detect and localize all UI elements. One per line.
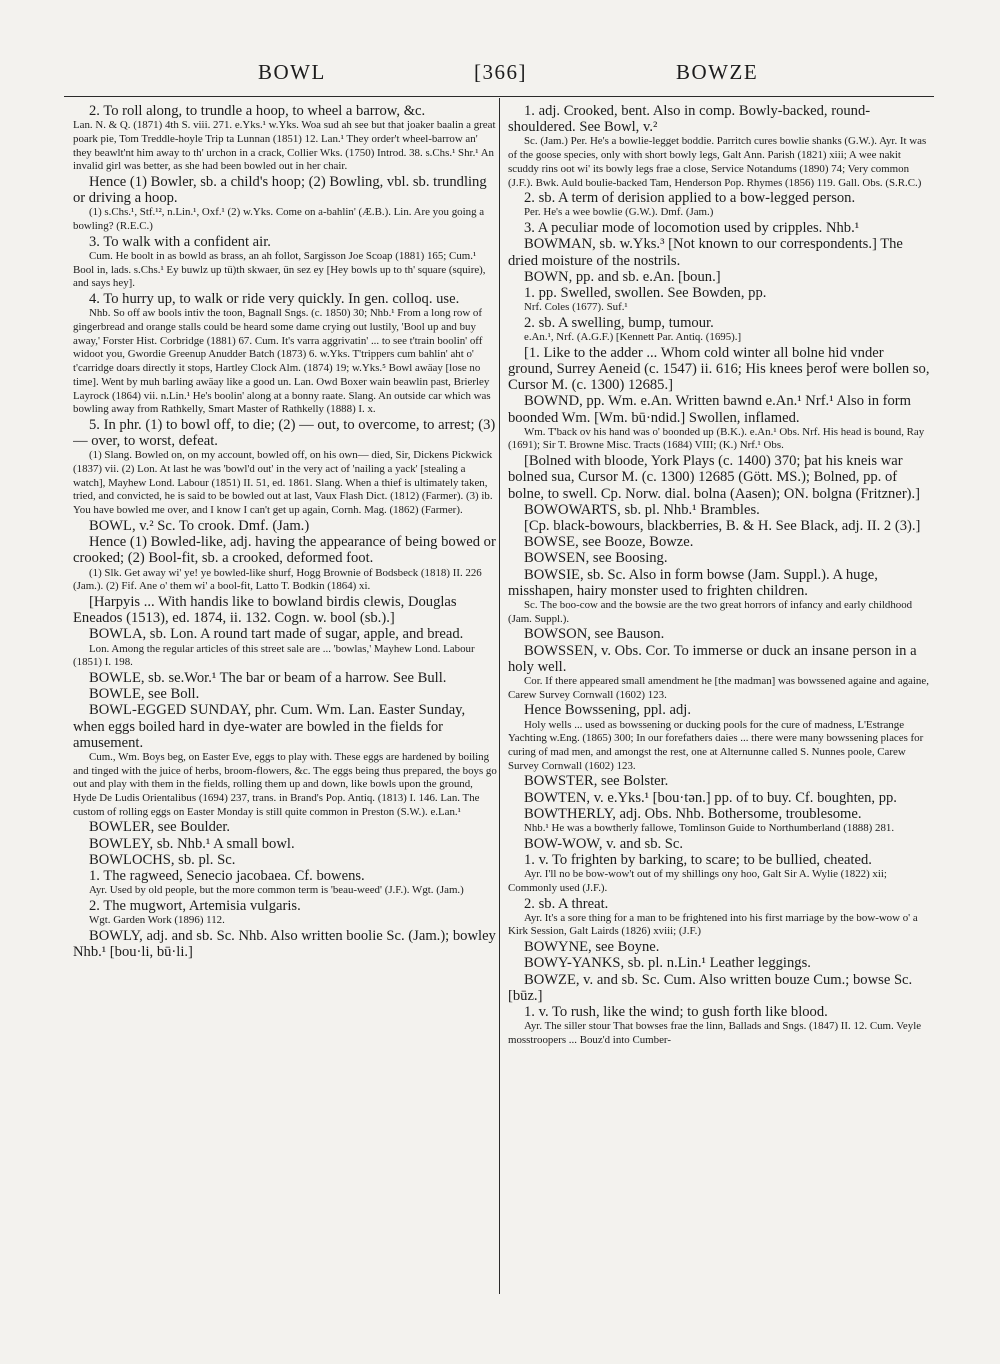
definition-paragraph: 2. To roll along, to trundle a hoop, to wheel a barrow, &c. bbox=[89, 103, 426, 119]
definition-paragraph: 1. v. To frighten by barking, to scare; to be bullied, cheated. bbox=[524, 851, 872, 868]
citation-paragraph: Wm. T'back ov his hand was o' boonded up (B.K.). e.An.¹ Obs. Nrf. His head is bound, Ray (1691); Sir T. Browne Misc. Tracts (1684) VIII; (K.) Nrf.¹ Obs. bbox=[508, 425, 925, 452]
citation-paragraph: Ayr. The siller stour That bowses frae the linn, Ballads and Sngs. (1847) II. 12. Cum. Veyle mosstroopers ... Bouz'd into Cumber- bbox=[508, 1020, 922, 1046]
definition-paragraph: BOWL, v.² Sc. To crook. Dmf. (Jam.) bbox=[89, 517, 310, 534]
definition-paragraph: BOWZE, v. and sb. Sc. Cum. Also written bouze Cum.; bowse Sc. [būz.] bbox=[508, 971, 913, 1004]
definition-paragraph: 1. v. To rush, like the wind; to gush forth like blood. bbox=[524, 1003, 828, 1020]
definition-paragraph: BOWSIE, sb. Sc. Also in form bowse (Jam. Suppl.). A huge, misshapen, hairy monster used to frighten children. bbox=[508, 566, 878, 599]
definition-paragraph: BOWMAN, sb. w.Yks.³ [Not known to our correspondents.] The dried moisture of the nostrils. bbox=[508, 236, 903, 269]
citation-paragraph: Ayr. It's a sore thing for a man to be frightened into his first marriage by the bow-wow o' a Kirk Session, Galt Lairds (1826) xviii; (J.F.) bbox=[508, 911, 918, 938]
definition-paragraph: 2. The mugwort, Artemisia vulgaris. bbox=[89, 897, 301, 914]
citation-paragraph: Holy wells ... used as bowssening or ducking pools for the cure of madness, L'Estrange Yachting w.Eng. (1865) 300; In our forefathers daies ... there were many bowssening places for curing of mad men, and amongst the rest, one at Alternunne called S. Nunnes poole, Carew Survey Cornwall (1602) 123. bbox=[508, 718, 924, 772]
left-column bbox=[73, 103, 497, 1295]
definition-paragraph: 1. The ragweed, Senecio jacobaea. Cf. bowens. bbox=[89, 868, 365, 885]
header-rule bbox=[64, 96, 934, 97]
definition-paragraph: BOWY-YANKS, sb. pl. n.Lin.¹ Leather leggings. bbox=[524, 955, 811, 972]
definition-paragraph: 3. A peculiar mode of locomotion used by cripples. Nhb.¹ bbox=[524, 220, 860, 237]
citation-paragraph: Lon. Among the regular articles of this street sale are ... 'bowlas,' Mayhew Lond. Labour (1851) I. 198. bbox=[73, 642, 475, 669]
definition-paragraph: 1. pp. Swelled, swollen. See Bowden, pp. bbox=[524, 284, 767, 301]
citation-paragraph: Cum., Wm. Boys beg, on Easter Eve, eggs to play with. These eggs are hardened by boiling and tinged with the juice of herbs, broom-flowers, &c. The eggs being thus prepared, the boys go out and play with them in the fields, rolling them up and down, like bowls upon the ground, Hyde De Ludis Orientalibus (1694) 237, trans. in Brand's Pop. Antiq. (1813) I. 146. Lan. The custom of rolling eggs on Easter Monday is still quite common in Preston (S.W.). e.Lan.¹ bbox=[73, 750, 497, 818]
definition-paragraph: [Bolned with bloode, York Plays (c. 1400) 370; þat his kneis war bolned sua, Cursor M. (c. 1300) 12685 (Gött. MS.); Bolned, pp. of bolne, to swell. Cp. Norw. dial. bolna (Aasen); ON. bolgna (Fritzner).] bbox=[508, 453, 921, 502]
page-number: [366] bbox=[474, 60, 527, 84]
citation-paragraph: Per. He's a wee bowlie (G.W.). Dmf. (Jam.) bbox=[524, 206, 714, 219]
definition-paragraph: BOWTEN, v. e.Yks.¹ [bou·tən.] pp. of to buy. Cf. boughten, pp. bbox=[524, 789, 897, 806]
citation-paragraph: Lan. N. & Q. (1871) 4th S. viii. 271. e.Yks.¹ w.Yks. Woa sud ah see but that joaker baalin a great poark pie, Tom Treddle-hoyle Trip ta Lunnan (1851) 12. Lan.¹ They order't wheel-barrow an' they beawlt'nt him away to th' urchon in a crack, Collier Wks. (1750) Introd. 38. s.Chs.¹ Shr.¹ An invalid girl was better, as she had been bowled out in her chair. bbox=[73, 119, 496, 173]
definition-paragraph: BOWLE, sb. se.Wor.¹ The bar or beam of a harrow. See Bull. bbox=[89, 669, 447, 686]
citation-paragraph: (1) Slk. Get away wi' ye! ye bowled-like shurf, Hogg Brownie of Bodsbeck (1818) II. 226 (Jam.). (2) Fif. Ane o' them wi' a bool-fit, Latto T. Bodkin (1864) xi. bbox=[73, 566, 482, 593]
definition-paragraph: [Cp. black-bowours, blackberries, B. & H. See Black, adj. II. 2 (3).] bbox=[524, 517, 921, 534]
definition-paragraph: BOWSON, see Bauson. bbox=[524, 626, 665, 643]
definition-paragraph: BOWL-EGGED SUNDAY, phr. Cum. Wm. Lan. Easter Sunday, when eggs boiled hard in dye-water are bowled in the fields for amusement. bbox=[73, 702, 466, 751]
definition-paragraph: BOWLEY, sb. Nhb.¹ A small bowl. bbox=[89, 835, 295, 852]
definition-paragraph: BOWYNE, see Boyne. bbox=[524, 939, 660, 956]
citation-paragraph: Cum. He boolt in as bowld as brass, an ah follot, Sargisson Joe Scoap (1881) 165; Cum.¹ Bool in, lads. s.Chs.¹ Ey buwlz up tü)th skwaer, ün sez ey [Hey bowls up to th' square (squire), and says hey]. bbox=[73, 250, 486, 290]
definition-paragraph: 2. sb. A swelling, bump, tumour. bbox=[524, 314, 714, 331]
definition-paragraph: 2. sb. A term of derision applied to a bow-legged person. bbox=[524, 190, 856, 207]
citation-paragraph: (1) Slang. Bowled on, on my account, bowled off, on his own— died, Sir, Dickens Pickwick (1837) vii. (2) Lon. At last he was 'bowl'd out' in the very act of 'nailing a yack' [stealing a watch], Mayhew Lond. Labour (1851) II. 51, ed. 1861. Slang. When a thief is ultimately taken, tried, and convicted, he is said to be bowled out at last, Vaux Flash Dict. (1812) (Farmer). (3) ib. You have bowled me over, and I know I can't get up again, Cornh. Mag. (1862) (Farmer). bbox=[73, 449, 493, 517]
definition-paragraph: [Harpyis ... With handis like to bowland birdis clewis, Douglas Eneados (1513), ed. 1874, ii. 132. Cogn. w. bool (sb.).] bbox=[73, 593, 457, 627]
definition-paragraph: 2. sb. A threat. bbox=[524, 895, 609, 912]
running-head-left: BOWL bbox=[258, 60, 326, 84]
definition-paragraph: Hence (1) Bowled-like, adj. having the appearance of being bowed or crooked; (2) Bool-fit, sb. a crooked, deformed foot. bbox=[73, 534, 496, 567]
citation-paragraph: Nrf. Coles (1677). Suf.¹ bbox=[524, 301, 628, 314]
definition-paragraph: BOWSSEN, v. Obs. Cor. To immerse or duck an insane person in a holy well. bbox=[508, 642, 917, 675]
right-column bbox=[508, 103, 932, 1295]
definition-paragraph: Hence Bowssening, ppl. adj. bbox=[524, 702, 691, 719]
citation-paragraph: Nhb.¹ He was a bowtherly fallowe, Tomlinson Guide to Northumberland (1888) 281. bbox=[524, 822, 895, 835]
definition-paragraph: BOW-WOW, v. and sb. Sc. bbox=[524, 835, 684, 852]
definition-paragraph: BOWN, pp. and sb. e.An. [boun.] bbox=[524, 268, 721, 285]
definition-paragraph: BOWTHERLY, adj. Obs. Nhb. Bothersome, troublesome. bbox=[524, 805, 862, 822]
column-divider bbox=[499, 98, 500, 1294]
definition-paragraph: 3. To walk with a confident air. bbox=[89, 233, 271, 250]
definition-paragraph: [1. Like to the adder ... Whom cold winter all bolne hid vnder ground, Surrey Aeneid (c. 1547) ii. 616; His knees þerof were bollen so, Cursor M. (c. 1300) 12685.] bbox=[508, 344, 930, 394]
running-head-right: BOWZE bbox=[676, 60, 759, 84]
definition-paragraph: BOWND, pp. Wm. e.An. Written bawnd e.An.¹ Nrf.¹ Also in form boonded Wm. [Wm. bū·ndid.] Swollen, inflamed. bbox=[508, 393, 912, 426]
citation-paragraph: e.An.¹, Nrf. (A.G.F.) [Kennett Par. Antiq. (1695).] bbox=[524, 331, 742, 344]
definition-paragraph: BOWLY, adj. and sb. Sc. Nhb. Also written boolie Sc. (Jam.); bowley Nhb.¹ [bou·li, bū·li.] bbox=[73, 927, 496, 961]
citation-paragraph: (1) s.Chs.¹, Stf.¹², n.Lin.¹, Oxf.¹ (2) w.Yks. Come on a-bahlin' (Æ.B.). Lin. Are you going a bowling? (R.E.C.) bbox=[73, 206, 485, 233]
definition-paragraph: BOWSTER, see Bolster. bbox=[524, 773, 669, 790]
definition-paragraph: 4. To hurry up, to walk or ride very quickly. In gen. colloq. use. bbox=[89, 291, 460, 308]
definition-paragraph: BOWLER, see Boulder. bbox=[89, 819, 231, 836]
citation-paragraph: Sc. The boo-cow and the bowsie are the two great horrors of infancy and early childhood (Jam. Suppl.). bbox=[508, 599, 913, 625]
citation-paragraph: Wgt. Garden Work (1896) 112. bbox=[89, 914, 225, 927]
definition-paragraph: 1. adj. Crooked, bent. Also in comp. Bowly-backed, round-shouldered. See Bowl, v.² bbox=[508, 103, 871, 136]
definition-paragraph: 5. In phr. (1) to bowl off, to die; (2) — out, to overcome, to arrest; (3) — over, to worst, defeat. bbox=[73, 416, 496, 450]
citation-paragraph: Cor. If there appeared small amendment he [the madman] was bowssened againe and againe, Carew Survey Cornwall (1602) 123. bbox=[508, 675, 929, 701]
definition-paragraph: BOWLA, sb. Lon. A round tart made of sugar, apple, and bread. bbox=[89, 626, 464, 643]
citation-paragraph: Ayr. I'll no be bow-wow't out of my shillings ony hoo, Galt Sir A. Wylie (1822) xii; Commonly used (J.F.). bbox=[508, 868, 887, 894]
citation-paragraph: Sc. (Jam.) Per. He's a bowlie-legget boddie. Parritch cures bowlie shanks (G.W.). Ayr. It was of the goose species, only with short bowly legs, Galt Ann. Parish (1821) xiii; A wee nakit scuddy rins oot wi' its bowly legs frae a close, Service Notandums (1890) 74; Very common (J.F.). Bwk. Auld boulie-backed Tam, Henderson Pop. Rhymes (1856) 119. Gall. Obs. (S.R.C.) bbox=[508, 135, 927, 189]
citation-paragraph: Nhb. So off aw bools intiv the toon, Bagnall Sngs. (c. 1850) 30; Nhb.¹ From a long row of gingerbread and orange stalls could be heard some dame crying out lustily, 'Bool up and buy away,' Forster Hist. Corbridge (1881) 67. Cum. It's varra aggrivatin' ... to see t'train boolin' off widoot you, Gwordie Greenup Anudder Batch (1873) 6. w.Yks. T'trippers cum bahlin' aht o' t'carridge doars directly it stops, Hartley Clock Alm. (1874) 19; w.Yks.⁵ Bowl awäay [lose no time]. Went by muh barling awäay like a good un. Lan. Owd Boxer wain beawlin past, Brierley Layrock (1864) vii. n.Lin.¹ He's boolin' along at a bonny raate. Slang. An outside car which was bowling away from Rathkelly, Smart Master of Rathkelly (1888) I. x. bbox=[73, 307, 491, 416]
definition-paragraph: BOWOWARTS, sb. pl. Nhb.¹ Brambles. bbox=[524, 501, 760, 518]
definition-paragraph: BOWSEN, see Boosing. bbox=[524, 550, 668, 567]
definition-paragraph: Hence (1) Bowler, sb. a child's hoop; (2) Bowling, vbl. sb. trundling or driving a hoop. bbox=[73, 174, 487, 207]
citation-paragraph: Ayr. Used by old people, but the more common term is 'beau-weed' (J.F.). Wgt. (Jam.) bbox=[89, 884, 464, 897]
definition-paragraph: BOWLE, see Boll. bbox=[89, 686, 200, 703]
definition-paragraph: BOWSE, see Booze, Bowze. bbox=[524, 534, 694, 551]
definition-paragraph: BOWLOCHS, sb. pl. Sc. bbox=[89, 851, 236, 868]
